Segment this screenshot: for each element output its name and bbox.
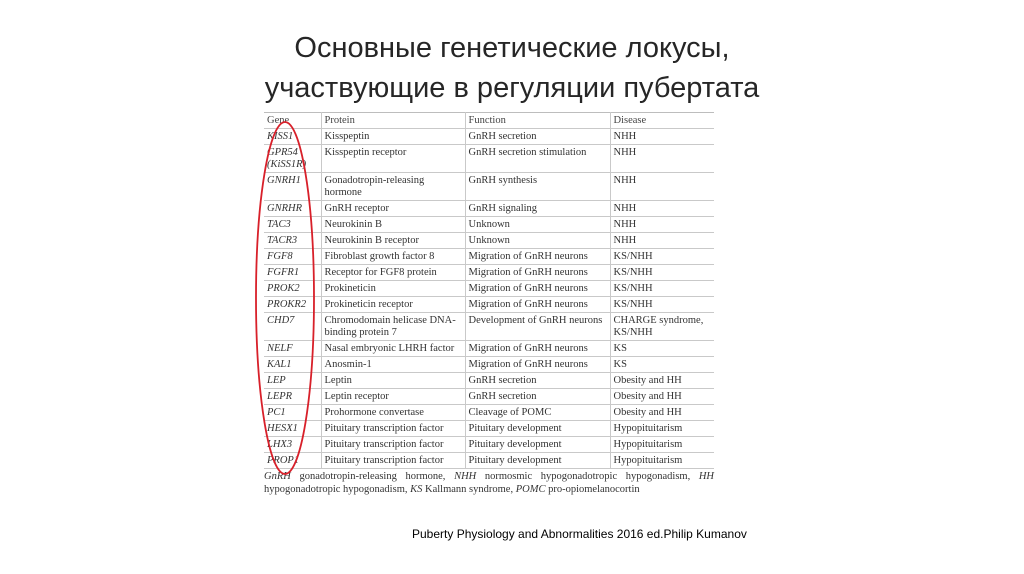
table-row [264,437,714,453]
cell-gene: LHX3 [264,437,321,453]
slide-title-line-1: Основные генетические локусы, [294,32,730,64]
cell-gene: PC1 [264,405,321,421]
cell-function: GnRH secretion [465,129,610,145]
table-body [264,129,714,469]
footnote-text: normosmic hypogonadotropic hypogonadism, [476,471,699,482]
gene-table-figure [264,112,716,496]
header-disease: Disease [610,113,714,129]
cell-disease: NHH [610,233,714,249]
cell-gene: KAL1 [264,357,321,373]
cell-protein: Neurokinin B [321,217,465,233]
table-row [264,249,714,265]
cell-function: Migration of GnRH neurons [465,249,610,265]
table-row [264,217,714,233]
cell-function: Cleavage of POMC [465,405,610,421]
cell-protein: Prokineticin receptor [321,297,465,313]
cell-function: GnRH secretion stimulation [465,145,610,173]
cell-function: Pituitary development [465,437,610,453]
footnote-text: hypogonadotropic hypogonadism, [264,483,411,495]
cell-gene: NELF [264,341,321,357]
cell-protein: Kisspeptin receptor [321,145,465,173]
table-footnote [264,471,714,496]
cell-gene: FGF8 [264,249,321,265]
table-row [264,297,714,313]
cell-protein: Leptin receptor [321,389,465,405]
cell-gene: PROP1 [264,453,321,469]
table-row [264,129,714,145]
cell-disease: NHH [610,145,714,173]
cell-function: Migration of GnRH neurons [465,281,610,297]
cell-function: Migration of GnRH neurons [465,297,610,313]
cell-protein: GnRH receptor [321,201,465,217]
cell-protein: Prokineticin [321,281,465,297]
cell-protein: Gonadotropin-releasing hormone [321,173,465,201]
cell-protein: Pituitary transcription factor [321,437,465,453]
cell-disease: Hypopituitarism [610,437,714,453]
cell-gene: LEPR [264,389,321,405]
header-gene: Gene [264,113,321,129]
cell-protein: Nasal embryonic LHRH factor [321,341,465,357]
cell-gene: TAC3 [264,217,321,233]
cell-function: Pituitary development [465,453,610,469]
cell-gene: KISS1 [264,129,321,145]
cell-gene: PROKR2 [264,297,321,313]
cell-gene: HESX1 [264,421,321,437]
cell-protein: Prohormone convertase [321,405,465,421]
table-row [264,233,714,249]
cell-disease: KS/NHH [610,249,714,265]
cell-function: GnRH secretion [465,373,610,389]
cell-disease: KS/NHH [610,297,714,313]
cell-gene: FGFR1 [264,265,321,281]
table-row [264,265,714,281]
table-row [264,421,714,437]
cell-disease: KS [610,341,714,357]
cell-gene: TACR3 [264,233,321,249]
footnote-abbreviation: NHH [454,471,477,482]
cell-gene: GPR54 (KiSS1R) [264,145,321,173]
cell-gene: PROK2 [264,281,321,297]
footnote-text: pro-opiomelanocortin [545,483,640,495]
cell-gene: CHD7 [264,313,321,341]
table-header-row [264,113,714,129]
cell-function: Migration of GnRH neurons [465,265,610,281]
cell-gene: GNRH1 [264,173,321,201]
cell-protein: Receptor for FGF8 protein [321,265,465,281]
gene-table [264,112,714,469]
cell-protein: Pituitary transcription factor [321,453,465,469]
slide-title-line-2: участвующие в регуляции пубертата [264,72,760,104]
cell-disease: NHH [610,129,714,145]
cell-disease: Obesity and HH [610,373,714,389]
table-row [264,405,714,421]
table-row [264,453,714,469]
cell-disease: KS/NHH [610,265,714,281]
table-row [264,373,714,389]
cell-function: Migration of GnRH neurons [465,341,610,357]
table-row [264,201,714,217]
cell-function: Pituitary development [465,421,610,437]
cell-function: GnRH synthesis [465,173,610,201]
cell-function: Migration of GnRH neurons [465,357,610,373]
table-row [264,389,714,405]
footnote-abbreviation: GnRH [264,471,291,482]
footnote-abbreviation: HH [698,471,715,482]
cell-protein: Fibroblast growth factor 8 [321,249,465,265]
footnote-abbreviation: POMC [515,483,546,495]
cell-disease: Hypopituitarism [610,421,714,437]
cell-disease: NHH [610,201,714,217]
cell-gene: GNRHR [264,201,321,217]
slide-title [0,28,1024,108]
cell-function: GnRH signaling [465,201,610,217]
cell-function: Development of GnRH neurons [465,313,610,341]
cell-protein: Kisspeptin [321,129,465,145]
cell-disease: NHH [610,173,714,201]
footnote-abbreviation: KS [410,483,423,495]
table-row [264,357,714,373]
table-row [264,281,714,297]
cell-gene: LEP [264,373,321,389]
cell-protein: Leptin [321,373,465,389]
header-protein: Protein [321,113,465,129]
cell-function: GnRH secretion [465,389,610,405]
table-row [264,313,714,341]
cell-disease: Obesity and HH [610,389,714,405]
cell-protein: Pituitary transcription factor [321,421,465,437]
table-row [264,341,714,357]
cell-disease: KS [610,357,714,373]
table-row [264,173,714,201]
cell-protein: Anosmin-1 [321,357,465,373]
cell-function: Unknown [465,217,610,233]
table-row [264,145,714,173]
cell-disease: Obesity and HH [610,405,714,421]
cell-disease: KS/NHH [610,281,714,297]
source-citation: Puberty Physiology and Abnormalities 2016 ed.Philip Kumanov [412,527,747,541]
cell-protein: Neurokinin B receptor [321,233,465,249]
cell-protein: Chromodomain helicase DNA-binding protein 7 [321,313,465,341]
cell-disease: CHARGE syndrome, KS/NHH [610,313,714,341]
cell-function: Unknown [465,233,610,249]
cell-disease: Hypopituitarism [610,453,714,469]
footnote-text: Kallmann syndrome, [422,483,516,495]
footnote-text: gonadotropin-releasing hormone, [290,471,455,482]
cell-disease: NHH [610,217,714,233]
header-function: Function [465,113,610,129]
